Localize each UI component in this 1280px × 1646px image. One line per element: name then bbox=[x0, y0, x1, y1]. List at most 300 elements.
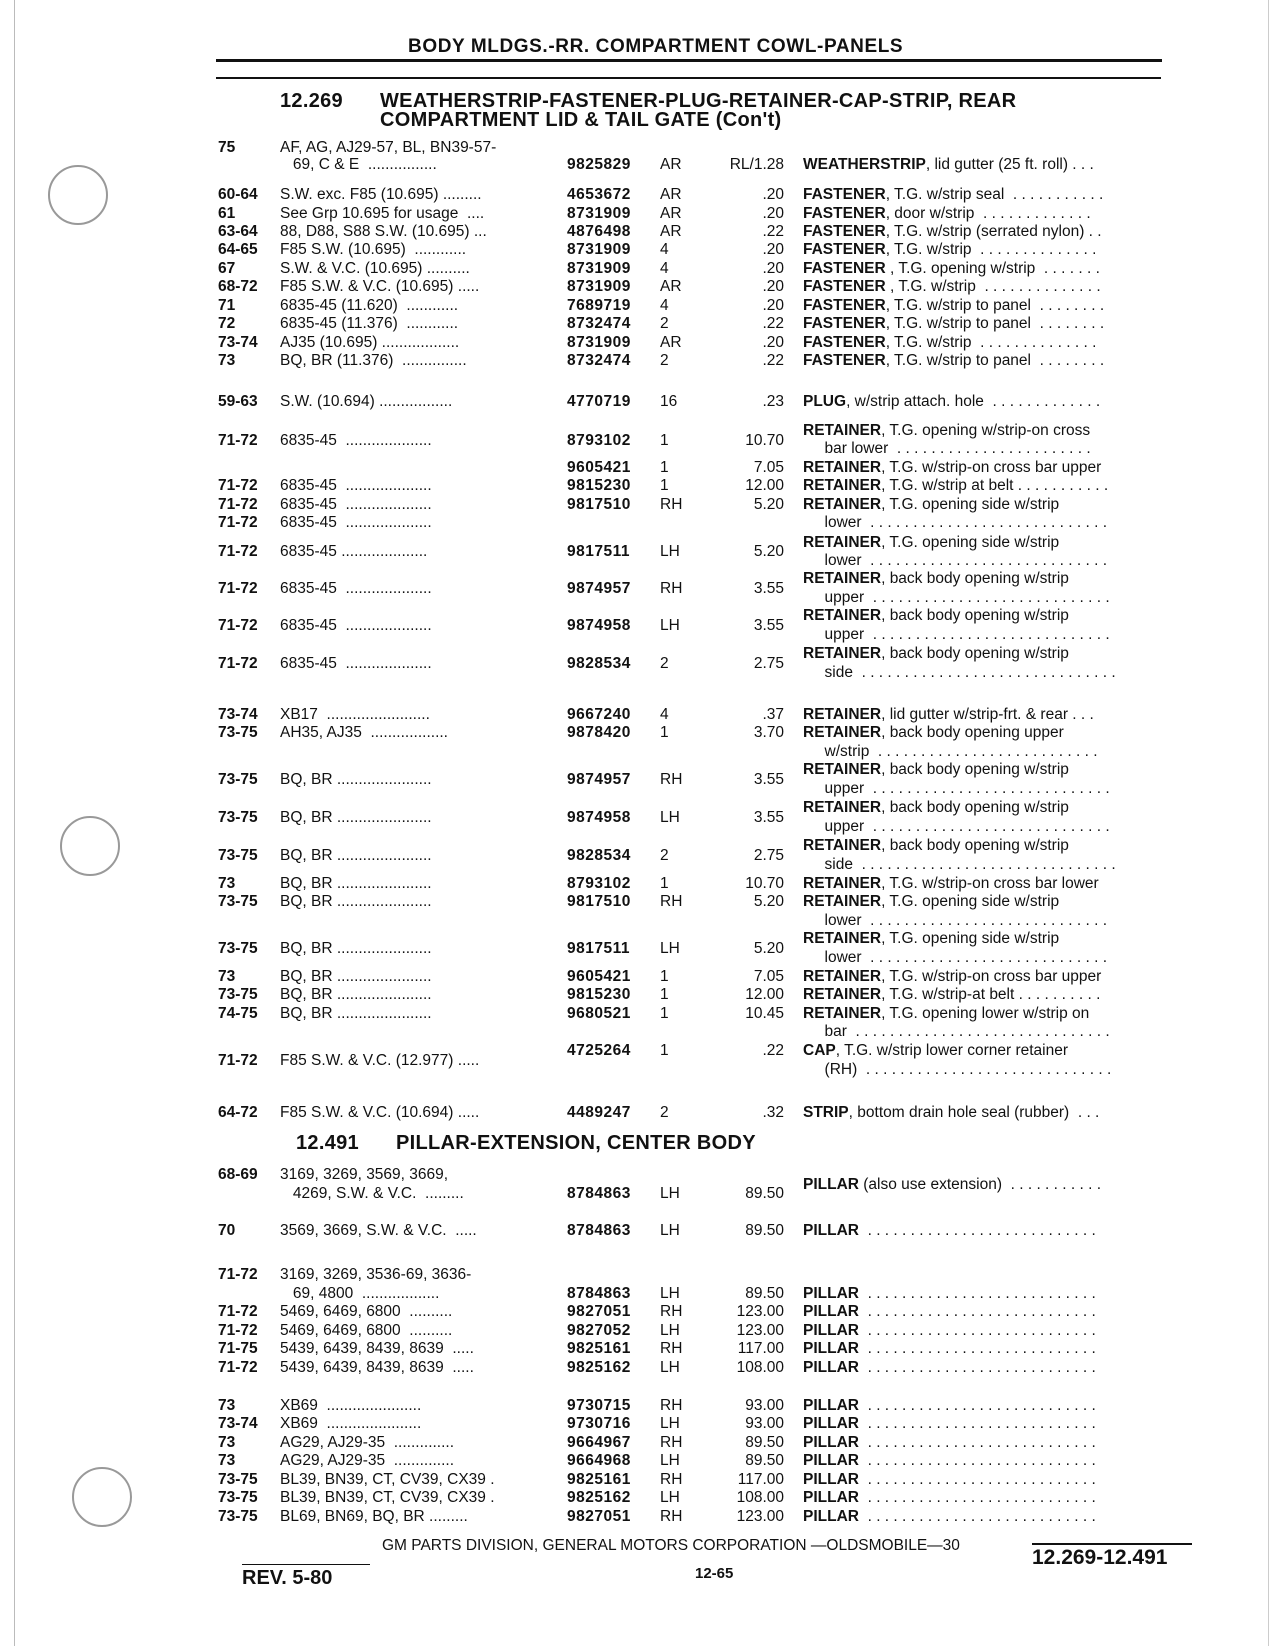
part-number-cell: 8793102 bbox=[567, 432, 631, 449]
description-cell bbox=[803, 607, 1069, 625]
description-cell bbox=[803, 156, 1094, 174]
qty-cell: LH bbox=[660, 1452, 680, 1469]
year-cell: 61 bbox=[218, 205, 236, 222]
description-cell bbox=[803, 724, 1064, 742]
section-number: 12.269 bbox=[280, 90, 343, 112]
model-cell: S.W. & V.C. (10.695) .......... bbox=[280, 260, 470, 277]
model-cell: S.W. (10.694) ................. bbox=[280, 393, 453, 410]
year-cell: 73 bbox=[218, 1452, 236, 1469]
year-cell: 73-75 bbox=[218, 1471, 258, 1488]
part-name: RETAINER bbox=[803, 837, 882, 854]
part-description: , bottom drain hole seal (rubber) . . . bbox=[848, 1104, 1100, 1121]
qty-cell: 1 bbox=[660, 477, 669, 494]
part-number-cell: 8784863 bbox=[567, 1285, 631, 1302]
model-cell: 5439, 6439, 8439, 8639 ..... bbox=[280, 1359, 474, 1376]
qty-cell: RH bbox=[660, 1508, 683, 1525]
part-number-cell: 9878420 bbox=[567, 724, 631, 741]
part-number-cell: 4725264 bbox=[567, 1042, 631, 1059]
model-cell: S.W. exc. F85 (10.695) ......... bbox=[280, 186, 482, 203]
description-cell bbox=[803, 352, 1104, 370]
price-cell: 89.50 bbox=[745, 1285, 784, 1302]
description-cell bbox=[803, 780, 1110, 798]
part-name: FASTENER bbox=[803, 205, 886, 222]
model-cell: BQ, BR ...................... bbox=[280, 968, 432, 985]
price-cell: .20 bbox=[762, 205, 784, 222]
model-cell: XB17 ........................ bbox=[280, 706, 430, 723]
part-description: , back body opening w/strip bbox=[881, 570, 1069, 587]
description-cell bbox=[803, 241, 1096, 259]
description-cell bbox=[803, 589, 1110, 607]
description-cell bbox=[803, 1023, 1110, 1041]
description-cell bbox=[803, 706, 1094, 724]
part-description: , T.G. w/strip to panel . . . . . . . . bbox=[885, 315, 1105, 332]
part-name: FASTENER bbox=[803, 334, 886, 351]
qty-cell: AR bbox=[660, 186, 682, 203]
price-cell: .22 bbox=[762, 1042, 784, 1059]
year-cell: 63-64 bbox=[218, 223, 258, 240]
qty-cell: LH bbox=[660, 1185, 680, 1202]
part-description: , T.G. opening side w/strip bbox=[881, 534, 1060, 551]
price-cell: .37 bbox=[762, 706, 784, 723]
part-number-cell: 8731909 bbox=[567, 334, 631, 351]
price-cell: 93.00 bbox=[745, 1397, 784, 1414]
binder-hole-bottom bbox=[72, 1467, 132, 1527]
description-cell bbox=[803, 1434, 1096, 1452]
description-cell bbox=[803, 1452, 1096, 1470]
description-cell bbox=[803, 818, 1110, 836]
description-cell bbox=[803, 1104, 1099, 1122]
part-number-cell: 9827051 bbox=[567, 1303, 631, 1320]
model-cell: AJ35 (10.695) .................. bbox=[280, 334, 460, 351]
part-number-cell: 9680521 bbox=[567, 1005, 631, 1022]
price-cell: .22 bbox=[762, 352, 784, 369]
description-cell bbox=[803, 315, 1104, 333]
part-description: , T.G. opening side w/strip bbox=[881, 893, 1060, 910]
part-description: , back body opening w/strip bbox=[881, 645, 1069, 662]
qty-cell: 1 bbox=[660, 968, 669, 985]
model-cell: 6835-45 (11.620) ............ bbox=[280, 297, 459, 314]
model-cell: 5469, 6469, 6800 .......... bbox=[280, 1303, 453, 1320]
part-number-cell: 9730715 bbox=[567, 1397, 631, 1414]
price-cell: 3.55 bbox=[753, 809, 784, 826]
part-number-cell: 9827052 bbox=[567, 1322, 631, 1339]
model-cell: 6835-45 .................... bbox=[280, 543, 428, 560]
description-cell bbox=[803, 1415, 1096, 1433]
part-number-cell: 9825829 bbox=[567, 156, 631, 173]
description-cell bbox=[803, 534, 1059, 552]
model-cell: 69, 4800 .................. bbox=[280, 1285, 440, 1302]
part-name: PLUG bbox=[803, 393, 847, 410]
year-cell: 70 bbox=[218, 1222, 236, 1239]
price-cell: 3.55 bbox=[753, 580, 784, 597]
part-description: , back body opening w/strip bbox=[881, 837, 1069, 854]
description-cell bbox=[803, 440, 1091, 458]
part-description: , T.G. w/strip . . . . . . . . . . . . . . bbox=[889, 278, 1101, 295]
part-name: RETAINER bbox=[803, 645, 882, 662]
part-description: , T.G. w/strip . . . . . . . . . . . . . . bbox=[885, 241, 1097, 258]
year-cell: 73 bbox=[218, 875, 236, 892]
part-number-cell: 9874957 bbox=[567, 771, 631, 788]
qty-cell: 2 bbox=[660, 1104, 669, 1121]
part-number-cell: 4653672 bbox=[567, 186, 631, 203]
description-cell bbox=[803, 1340, 1096, 1358]
year-cell: 71-72 bbox=[218, 655, 258, 672]
description-cell bbox=[803, 986, 1100, 1004]
part-name: FASTENER bbox=[803, 297, 886, 314]
year-cell: 71 bbox=[218, 297, 236, 314]
price-cell: 117.00 bbox=[737, 1340, 784, 1357]
model-cell: 69, C & E ................ bbox=[280, 156, 437, 173]
part-description: . . . . . . . . . . . . . . . . . . . . . . . . . . . bbox=[858, 1359, 1096, 1376]
part-description: w/strip . . . . . . . . . . . . . . . . . . . . . . . . . . bbox=[803, 743, 1098, 760]
part-number-cell: 9825162 bbox=[567, 1359, 631, 1376]
part-description: , back body opening w/strip bbox=[881, 607, 1069, 624]
part-description: . . . . . . . . . . . . . . . . . . . . . . . . . . . bbox=[858, 1434, 1096, 1451]
part-number-cell: 8731909 bbox=[567, 260, 631, 277]
footer-group-code: 12.269-12.491 bbox=[1032, 1546, 1168, 1569]
model-cell: 6835-45 .................... bbox=[280, 496, 432, 513]
part-number-cell: 8732474 bbox=[567, 352, 631, 369]
model-cell: 6835-45 .................... bbox=[280, 617, 432, 634]
year-cell: 73-75 bbox=[218, 809, 258, 826]
model-cell: BQ, BR ...................... bbox=[280, 1005, 432, 1022]
year-cell: 71-72 bbox=[218, 543, 258, 560]
price-cell: .22 bbox=[762, 315, 784, 332]
price-cell: 5.20 bbox=[753, 893, 784, 910]
description-cell bbox=[803, 645, 1069, 663]
model-cell: 3169, 3269, 3569, 3669, bbox=[280, 1166, 449, 1183]
price-cell: 108.00 bbox=[736, 1359, 784, 1376]
part-number-cell: 9667240 bbox=[567, 706, 631, 723]
price-cell: 2.75 bbox=[753, 655, 784, 672]
description-cell bbox=[803, 1061, 1111, 1079]
qty-cell: AR bbox=[660, 223, 682, 240]
price-cell: 12.00 bbox=[745, 477, 784, 494]
qty-cell: AR bbox=[660, 205, 682, 222]
description-cell bbox=[803, 514, 1107, 532]
price-cell: 123.00 bbox=[736, 1508, 784, 1525]
part-name: WEATHERSTRIP bbox=[803, 156, 926, 173]
part-number-cell: 8731909 bbox=[567, 278, 631, 295]
part-description: , back body opening w/strip bbox=[881, 799, 1069, 816]
section-number: 12.491 bbox=[296, 1132, 359, 1154]
part-number-cell: 9817511 bbox=[567, 543, 630, 560]
part-description: (also use extension) . . . . . . . . . . . bbox=[858, 1176, 1102, 1193]
price-cell: 7.05 bbox=[753, 968, 784, 985]
part-number-cell: 9828534 bbox=[567, 655, 631, 672]
part-number-cell: 9817510 bbox=[567, 496, 631, 513]
year-cell: 71-72 bbox=[218, 514, 258, 531]
description-cell bbox=[803, 552, 1107, 570]
model-cell: BL39, BN39, CT, CV39, CX39 . bbox=[280, 1489, 495, 1506]
part-description: . . . . . . . . . . . . . . . . . . . . . . . . . . . bbox=[858, 1303, 1096, 1320]
qty-cell: RH bbox=[660, 1303, 683, 1320]
part-number-cell: 9815230 bbox=[567, 477, 631, 494]
part-description: , T.G. w/strip-at belt . . . . . . . . . . bbox=[881, 986, 1101, 1003]
qty-cell: LH bbox=[660, 1322, 680, 1339]
year-cell: 64-65 bbox=[218, 241, 258, 258]
part-description: side . . . . . . . . . . . . . . . . . . . . . . . . . . . . . . bbox=[803, 664, 1116, 681]
part-description: , T.G. w/strip at belt . . . . . . . . . . . bbox=[881, 477, 1109, 494]
description-cell bbox=[803, 912, 1107, 930]
part-name: RETAINER bbox=[803, 570, 882, 587]
part-description: , T.G. opening side w/strip bbox=[881, 496, 1060, 513]
description-cell bbox=[803, 422, 1090, 440]
qty-cell: LH bbox=[660, 809, 680, 826]
part-description: upper . . . . . . . . . . . . . . . . . . . . . . . . . . . . bbox=[803, 626, 1110, 643]
model-cell: AH35, AJ35 .................. bbox=[280, 724, 448, 741]
description-cell bbox=[803, 278, 1101, 296]
year-cell: 73-75 bbox=[218, 724, 258, 741]
part-name: FASTENER bbox=[803, 241, 886, 258]
qty-cell: RH bbox=[660, 1434, 683, 1451]
part-description: . . . . . . . . . . . . . . . . . . . . . . . . . . . bbox=[858, 1471, 1096, 1488]
part-name: RETAINER bbox=[803, 422, 882, 439]
part-number-cell: 7689719 bbox=[567, 297, 631, 314]
part-name: RETAINER bbox=[803, 706, 882, 723]
part-name: RETAINER bbox=[803, 477, 882, 494]
part-description: , T.G. w/strip to panel . . . . . . . . bbox=[885, 352, 1105, 369]
model-cell: BQ, BR ...................... bbox=[280, 893, 432, 910]
qty-cell: 4 bbox=[660, 241, 669, 258]
page-edge-left bbox=[14, 0, 15, 1646]
qty-cell: 4 bbox=[660, 297, 669, 314]
qty-cell: 1 bbox=[660, 724, 669, 741]
model-cell: BQ, BR ...................... bbox=[280, 809, 432, 826]
part-name: PILLAR bbox=[803, 1415, 859, 1432]
description-cell bbox=[803, 1176, 1101, 1194]
revision-label: REV. 5-80 bbox=[242, 1567, 333, 1589]
price-cell: .20 bbox=[762, 241, 784, 258]
qty-cell: RH bbox=[660, 580, 683, 597]
part-name: PILLAR bbox=[803, 1285, 859, 1302]
description-cell bbox=[803, 837, 1069, 855]
part-description: , T.G. w/strip lower corner retainer bbox=[835, 1042, 1069, 1059]
year-cell: 68-72 bbox=[218, 278, 258, 295]
price-cell: 117.00 bbox=[737, 1471, 784, 1488]
description-cell bbox=[803, 1222, 1096, 1240]
part-number-cell: 4876498 bbox=[567, 223, 631, 240]
page-number: 12-65 bbox=[695, 1565, 734, 1582]
price-cell: 2.75 bbox=[753, 847, 784, 864]
model-cell: F85 S.W. & V.C. (10.694) ..... bbox=[280, 1104, 480, 1121]
description-cell bbox=[803, 1285, 1096, 1303]
qty-cell: 2 bbox=[660, 655, 669, 672]
year-cell: 71-72 bbox=[218, 617, 258, 634]
year-cell: 73 bbox=[218, 1434, 236, 1451]
model-cell: BQ, BR ...................... bbox=[280, 771, 432, 788]
model-cell: 5439, 6439, 8439, 8639 ..... bbox=[280, 1340, 474, 1357]
description-cell bbox=[803, 496, 1059, 514]
part-number-cell: 4489247 bbox=[567, 1104, 631, 1121]
part-number-cell: 9817510 bbox=[567, 893, 631, 910]
part-description: , T.G. w/strip seal . . . . . . . . . . . bbox=[885, 186, 1104, 203]
description-cell bbox=[803, 1397, 1096, 1415]
qty-cell: LH bbox=[660, 1489, 680, 1506]
model-cell: F85 S.W. (10.695) ............ bbox=[280, 241, 467, 258]
part-number-cell: 9825162 bbox=[567, 1489, 631, 1506]
year-cell: 73 bbox=[218, 1397, 236, 1414]
description-cell bbox=[803, 334, 1096, 352]
qty-cell: 4 bbox=[660, 260, 669, 277]
model-cell: AG29, AJ29-35 .............. bbox=[280, 1434, 455, 1451]
year-cell: 67 bbox=[218, 260, 236, 277]
qty-cell: 1 bbox=[660, 459, 669, 476]
part-description: . . . . . . . . . . . . . . . . . . . . . . . . . . . bbox=[858, 1452, 1096, 1469]
price-cell: 89.50 bbox=[745, 1452, 784, 1469]
description-cell bbox=[803, 1489, 1096, 1507]
qty-cell: 1 bbox=[660, 986, 669, 1003]
qty-cell: 1 bbox=[660, 1005, 669, 1022]
year-cell: 71-72 bbox=[218, 477, 258, 494]
part-number-cell: 9827051 bbox=[567, 1508, 631, 1525]
part-description: , door w/strip . . . . . . . . . . . . . bbox=[885, 205, 1091, 222]
section-title-line-1: WEATHERSTRIP-FASTENER-PLUG-RETAINER-CAP-STRIP, REAR bbox=[380, 90, 1017, 112]
binder-hole-top bbox=[48, 165, 108, 225]
model-cell: AF, AG, AJ29-57, BL, BN39-57- bbox=[280, 139, 497, 156]
description-cell bbox=[803, 949, 1107, 967]
qty-cell: LH bbox=[660, 1285, 680, 1302]
part-name: PILLAR bbox=[803, 1434, 859, 1451]
description-cell bbox=[803, 856, 1116, 874]
part-name: PILLAR bbox=[803, 1359, 859, 1376]
qty-cell: LH bbox=[660, 543, 680, 560]
part-description: , back body opening w/strip bbox=[881, 761, 1069, 778]
model-cell: BQ, BR ...................... bbox=[280, 940, 432, 957]
part-description: . . . . . . . . . . . . . . . . . . . . . . . . . . . bbox=[858, 1415, 1096, 1432]
price-cell: .32 bbox=[762, 1104, 784, 1121]
part-name: RETAINER bbox=[803, 799, 882, 816]
part-description: , T.G. w/strip (serrated nylon) . . bbox=[885, 223, 1102, 240]
description-cell bbox=[803, 1005, 1089, 1023]
part-name: PILLAR bbox=[803, 1489, 859, 1506]
description-cell bbox=[803, 1042, 1068, 1060]
qty-cell: 4 bbox=[660, 706, 669, 723]
price-cell: 7.05 bbox=[753, 459, 784, 476]
description-cell bbox=[803, 799, 1069, 817]
description-cell bbox=[803, 743, 1098, 761]
part-name: FASTENER bbox=[803, 223, 886, 240]
year-cell: 71-72 bbox=[218, 432, 258, 449]
description-cell bbox=[803, 1508, 1096, 1526]
year-cell: 71-72 bbox=[218, 1266, 258, 1283]
qty-cell: RH bbox=[660, 1397, 683, 1414]
part-description: side . . . . . . . . . . . . . . . . . . . . . . . . . . . . . . bbox=[803, 856, 1116, 873]
part-description: . . . . . . . . . . . . . . . . . . . . . . . . . . . bbox=[858, 1340, 1096, 1357]
qty-cell: 2 bbox=[660, 352, 669, 369]
part-number-cell: 9825161 bbox=[567, 1471, 631, 1488]
part-name: PILLAR bbox=[803, 1340, 859, 1357]
model-cell: 3169, 3269, 3536-69, 3636- bbox=[280, 1266, 472, 1283]
price-cell: 10.45 bbox=[745, 1005, 784, 1022]
year-cell: 73-75 bbox=[218, 940, 258, 957]
part-number-cell: 9815230 bbox=[567, 986, 631, 1003]
part-description: upper . . . . . . . . . . . . . . . . . . . . . . . . . . . . bbox=[803, 780, 1110, 797]
description-cell bbox=[803, 459, 1101, 477]
part-name: RETAINER bbox=[803, 761, 882, 778]
part-description: . . . . . . . . . . . . . . . . . . . . . . . . . . . bbox=[858, 1322, 1096, 1339]
part-name: FASTENER bbox=[803, 278, 890, 295]
price-cell: .20 bbox=[762, 260, 784, 277]
description-cell bbox=[803, 1359, 1096, 1377]
part-number-cell: 9664968 bbox=[567, 1452, 631, 1469]
part-description: , T.G. opening w/strip . . . . . . . bbox=[889, 260, 1100, 277]
qty-cell: RH bbox=[660, 496, 683, 513]
page-header: BODY MLDGS.-RR. COMPARTMENT COWL-PANELS bbox=[408, 36, 904, 57]
part-name: FASTENER bbox=[803, 315, 886, 332]
part-name: STRIP bbox=[803, 1104, 849, 1121]
year-cell: 60-64 bbox=[218, 186, 258, 203]
part-name: RETAINER bbox=[803, 534, 882, 551]
qty-cell: LH bbox=[660, 1222, 680, 1239]
year-cell: 73 bbox=[218, 352, 236, 369]
model-cell: 3569, 3669, S.W. & V.C. ..... bbox=[280, 1222, 477, 1239]
price-cell: 5.20 bbox=[753, 940, 784, 957]
description-cell bbox=[803, 893, 1059, 911]
year-cell: 73-75 bbox=[218, 771, 258, 788]
part-description: . . . . . . . . . . . . . . . . . . . . . . . . . . . bbox=[858, 1222, 1096, 1239]
binder-hole-middle bbox=[60, 816, 120, 876]
description-cell bbox=[803, 626, 1110, 644]
part-name: RETAINER bbox=[803, 459, 882, 476]
part-description: upper . . . . . . . . . . . . . . . . . . . . . . . . . . . . bbox=[803, 589, 1110, 606]
price-cell: .23 bbox=[762, 393, 784, 410]
year-cell: 73-75 bbox=[218, 847, 258, 864]
year-cell: 71-72 bbox=[218, 496, 258, 513]
footer-rule-right bbox=[1032, 1543, 1192, 1545]
qty-cell: RH bbox=[660, 1340, 683, 1357]
part-name: PILLAR bbox=[803, 1303, 859, 1320]
year-cell: 71-72 bbox=[218, 1303, 258, 1320]
part-number-cell: 4770719 bbox=[567, 393, 631, 410]
part-name: PILLAR bbox=[803, 1452, 859, 1469]
price-cell: 10.70 bbox=[745, 875, 784, 892]
part-name: RETAINER bbox=[803, 1005, 882, 1022]
qty-cell: RH bbox=[660, 1471, 683, 1488]
part-description: upper . . . . . . . . . . . . . . . . . . . . . . . . . . . . bbox=[803, 818, 1110, 835]
price-cell: 3.55 bbox=[753, 617, 784, 634]
qty-cell: 1 bbox=[660, 432, 669, 449]
year-cell: 71-72 bbox=[218, 1322, 258, 1339]
header-rule-lower bbox=[216, 77, 1161, 79]
model-cell: BQ, BR (11.376) ............... bbox=[280, 352, 467, 369]
part-name: FASTENER bbox=[803, 260, 890, 277]
footer-rule-left bbox=[242, 1564, 370, 1565]
part-name: PILLAR bbox=[803, 1397, 859, 1414]
part-name: PILLAR bbox=[803, 1508, 859, 1525]
price-cell: 5.20 bbox=[753, 543, 784, 560]
part-name: PILLAR bbox=[803, 1471, 859, 1488]
model-cell: 6835-45 .................... bbox=[280, 477, 432, 494]
part-description: lower . . . . . . . . . . . . . . . . . . . . . . . . . . . . bbox=[803, 949, 1108, 966]
model-cell: 6835-45 .................... bbox=[280, 514, 432, 531]
description-cell bbox=[803, 297, 1104, 315]
part-name: RETAINER bbox=[803, 893, 882, 910]
model-cell: XB69 ...................... bbox=[280, 1415, 422, 1432]
part-description: , T.G. opening w/strip-on cross bbox=[881, 422, 1091, 439]
part-number-cell: 8793102 bbox=[567, 875, 631, 892]
price-cell: .20 bbox=[762, 186, 784, 203]
part-description: . . . . . . . . . . . . . . . . . . . . . . . . . . . bbox=[858, 1397, 1096, 1414]
part-description: , w/strip attach. hole . . . . . . . . . . . . . bbox=[846, 393, 1101, 410]
part-number-cell: 8784863 bbox=[567, 1222, 631, 1239]
part-name: RETAINER bbox=[803, 607, 882, 624]
part-number-cell: 9817511 bbox=[567, 940, 630, 957]
year-cell: 59-63 bbox=[218, 393, 258, 410]
part-description: , back body opening upper bbox=[881, 724, 1064, 741]
model-cell: See Grp 10.695 for usage .... bbox=[280, 205, 485, 222]
description-cell bbox=[803, 223, 1102, 241]
